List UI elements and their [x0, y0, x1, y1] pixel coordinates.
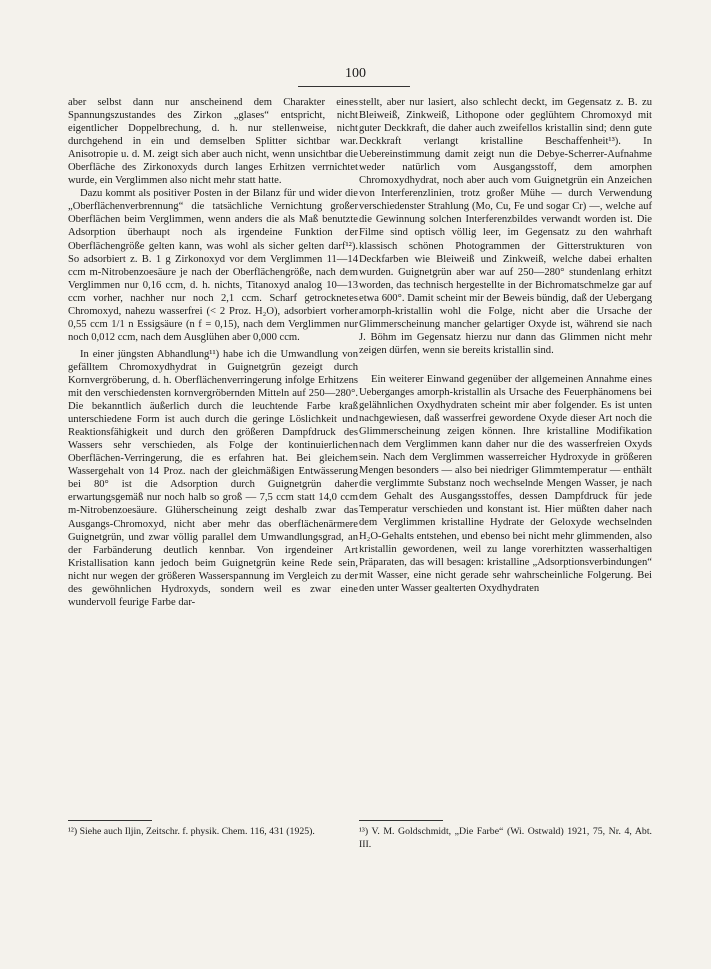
left-column	[68, 96, 358, 609]
page-number: 100	[345, 66, 366, 81]
paragraph: aber selbst dann nur anscheinend dem Charakter eines Spannungszustandes des Zirkon „glases“ entspricht, nicht eigentlicher Doppelbrechung, d. h. nur stellenweise, nicht durchgehend in ein und demselben Splitter sichtbar war. Anisotropie u. d. M. zeigt sich aber auch nicht, wenn unsichtbar die Oberfläche des Zirkonoxyds durch langes Erhitzen verrnichtet wurde, ein Verglimmen also nicht mehr statt hatte.	[68, 97, 358, 187]
paragraph: In einer jüngsten Abhandlung¹¹) habe ich die Umwandlung von gefälltem Chromoxydhydrat in Guignetgrün gezeigt durch Kornvergröberung, d. h. Oberflächenverringerung infolge Erhitzens mit den verschiedensten kornvergröbernden Mitteln auf 250—280°. Die bekanntlich äußerlich durch die leuchtende Farbe kraß unterschiedene Form ist auch durch die geringe Löslichkeit und Reaktionsfähigkeit und durch den größeren Dampfdruck des Wassers sehr verschieden, als Folge der kontinuierlichen Oberflächen-Verringerung, die es erfahren hat. Bei gleichem Wassergehalt von 14 Proz. nach der gleichmäßigen Entwässerung bei 80° ist die Adsorption durch Guignetgrün daher erwartungsgemäß nur noch halb so groß — 7,5 ccm statt 14,0 ccm m-Nitrobenzoesäure. Glüherscheinung zeigt deshalb zwar das Ausgangs-Chromoxyd, nicht aber mehr das oberflächenärmere Guignetgrün, und zwar völlig parallel dem Umwandlungsgrad, an der Farbänderung deutlich kennbar. Von irgendeiner Art Kristallisation kann jedoch beim Guignetgrün keine Rede sein, nicht nur wegen der größeren Wasserspannung im Vergleich zu der des gewöhnlichen Hydroxyds, sondern weil es zwar eine wundervoll feurige Farbe dar-	[68, 348, 358, 608]
footnote-13: ¹³) V. M. Goldschmidt, „Die Farbe“ (Wi. Ostwald) 1921, 75, Nr. 4, Abt. III.	[359, 826, 652, 850]
paragraph: stellt, aber nur lasiert, also schlecht deckt, im Gegensatz z. B. zu Bleiweiß, Zinkweiß, Lithopone oder geglühtem Chromoxyd mit guter Deckkraft, die daher auch zweifellos kristallin sind; denn gute Deckkraft verlangt kristalline Beschaffenheit¹³). In Uebereinstimmung damit zeigt nun die Debye-Scherrer-Aufnahme weder natürlich vom Ausgangsstoff, dem amorphen Chromoxydhydrat, noch aber auch vom Guignetgrün ein Anzeichen von Interferenzlinien, trotz großer Mühe — durch Verwendung verschiedenster Strahlung (Mo, Cu, Fe und sogar Cr) —, welche auf die Gewinnung solchen Interferenzbildes verwandt worden ist. Die Filme sind optisch völlig leer, im Gegensatz zu den wahrhaft klassisch schönen Photogrammen der Gitterstrukturen von Deckfarben wie Bleiweiß und Zinkweiß, welche dabei erhalten wurden. Guignetgrün aber war auf 250—280° stundenlang erhitzt worden, das technisch hergestellte in der Bichromatschmelze gar auf etwa 600°. Damit scheint mir der Beweis bündig, daß der Uebergang amorph-kristallin wohl die Folge, nicht aber die Ursache der Glimmerscheinung mancher gelartiger Oxyde ist, während sie nach J. Böhm im Gegensatz hierzu nur dann das Glimmen nicht mehr zeigen dürfen, wenn sie bereits kristallin sind.	[359, 97, 652, 356]
paragraph: Dazu kommt als positiver Posten in der Bilanz für und wider die „Oberflächenverbrennung“ die tatsächliche Vernichtung großer Oberflächen beim Verglimmen, wenn anders die als Maß benutzte Adsorption überhaupt noch als irgendeine Funktion der Oberflächengröße gelten kann, was wohl als sicher gelten darf¹²). So adsorbiert z. B. 1 g Zirkonoxyd vor dem Verglimmen 11—14 ccm m-Nitrobenzoesäure je nach der Oberflächengröße, nach dem Verglimmen nur 0,16 ccm, d. h. nichts, Titanoxyd analog 10—13 ccm vorher, nachher nur noch 2,1 ccm. Scharf getrocknetes Chromoxyd, nahezu wasserfrei (< 2 Proz. H₂O), adsorbiert vorher 0,55 ccm 1/1 n Essigsäure (n f = 0,15), nach dem Verglimmen nur noch 0,012 ccm, nach dem Ausglühen aber 0,000 ccm.	[68, 188, 358, 343]
footnote-rule	[68, 820, 152, 821]
paragraph: Ein weiterer Einwand gegenüber der allgemeinen Annahme eines Ueberganges amorph-kristallin als Ursache des Feuerphänomens bei gelähnlichen Oxydhydraten scheint mir aber folgender. Es ist unten nachgewiesen, daß wasserfrei gewordene Oxyde dieser Art noch die Glimmerscheinung zeigen können. Ihre kristalline Modifikation nach dem Verglimmen kann daher nur die des wasserfreien Oxyds sein. Nach dem Verglimmen wasserreicher Hydroxyde in größeren Mengen besonders — also bei niedriger Glimmtemperatur — enthält die verglimmte Substanz noch wechselnde Mengen Wasser, je nach dem Gehalt des Ausgangsstoffes, dessen Dampfdruck für jede Temperatur verschieden und konstant ist. Hier müßten daher nach dem Verglimmen kristalline Hydrate der Geloxyde wechselnden H₂O-Gehalts entstehen, und ebenso bei nicht mehr glimmenden, also kristallin gewordenen, weil zu lange vorerhitzten wasserhaltigen Präparaten, das will besagen: kristalline „Adsorptionsverbindungen“ mit Wasser, eine nicht gerade sehr wahrscheinliche Folgerung. Bei den unter Wasser gealterten Oxydhydraten	[359, 373, 652, 594]
footnote-rule	[359, 820, 443, 821]
right-column	[359, 96, 652, 595]
footnote-12: ¹²) Siehe auch Iljin, Zeitschr. f. physik. Chem. 116, 431 (1925).	[68, 826, 315, 837]
header-rule	[298, 86, 410, 87]
